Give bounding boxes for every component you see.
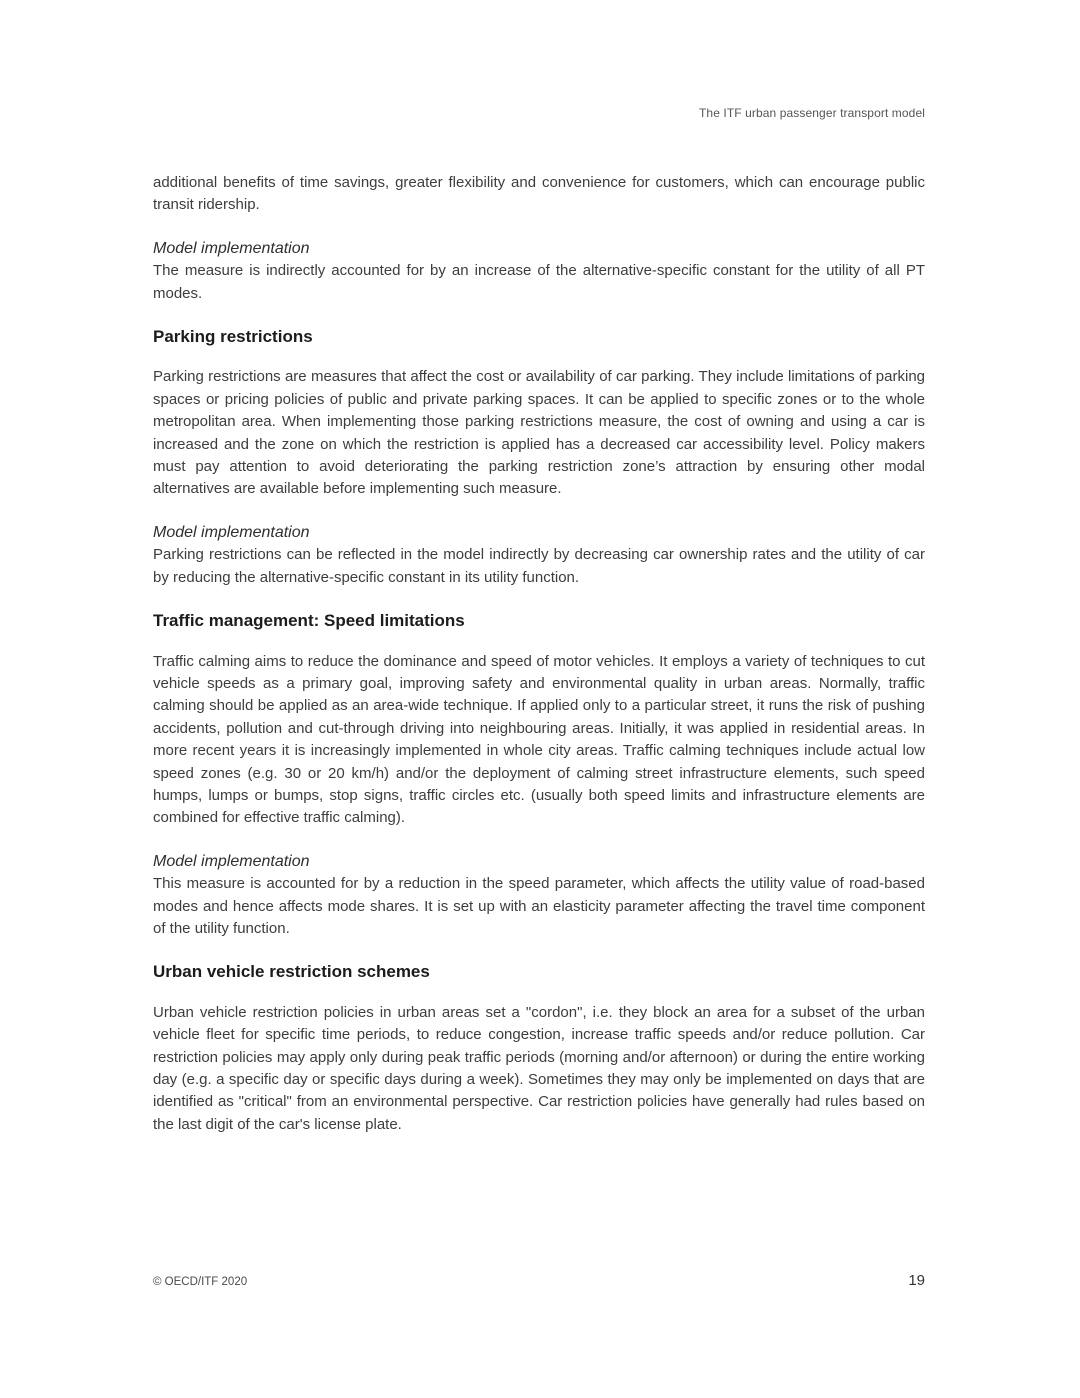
page-number: 19 (908, 1272, 925, 1289)
model-implementation-heading-3: Model implementation (153, 852, 310, 870)
section-heading-parking-restrictions: Parking restrictions (153, 327, 313, 347)
paragraph-traffic-management: Traffic calming aims to reduce the dominance and speed of motor vehicles. It employs a variety of techniques to cut vehicle speeds as a primary goal, improving safety and environmental quality in urban areas. Normally, traffic calming should be applied as an area-wide technique. If applied only to a particular street, it runs the risk of pushing accidents, pollution and cut-through driving into neighbouring areas. Initially, it was applied in residential areas. In more recent years it is increasingly implemented in whole city areas. Traffic calming techniques include actual low speed zones (e.g. 30 or 20 km/h) and/or the deployment of calming street infrastructure elements, such speed humps, lumps or bumps, stop signs, traffic circles etc. (usually both speed limits and infrastructure elements are combined for effective traffic calming). (153, 652, 925, 827)
model-implementation-heading-2: Model implementation (153, 523, 310, 541)
model-implementation-text-1: The measure is indirectly accounted for by an increase of the alternative-specific constant for the utility of all PT modes. (153, 262, 925, 302)
model-implementation-heading-1: Model implementation (153, 239, 310, 257)
model-implementation-text-3: This measure is accounted for by a reduction in the speed parameter, which affects the utility value of road-based modes and hence affects mode shares. It is set up with an elasticity parameter affecting the travel time component of the utility function. (153, 875, 925, 937)
paragraph-parking-restrictions: Parking restrictions are measures that affect the cost or availability of car parking. They include limitations of parking spaces or pricing policies of public and private parking spaces. It can be applied to specific zones or to the whole metropolitan area. When implementing those parking restrictions measure, the cost of owning and using a car is increased and the zone on which the restriction is applied has a decreased car accessibility level. Policy makers must pay attention to avoid deteriorating the parking restriction zone’s attraction by ensuring other modal alternatives are available before implementing such measure. (153, 368, 925, 498)
section-heading-traffic-management: Traffic management: Speed limitations (153, 611, 465, 631)
section-heading-urban-vehicle-restriction: Urban vehicle restriction schemes (153, 962, 430, 982)
page-content (153, 172, 925, 1157)
running-header-text: The ITF urban passenger transport model (698, 106, 925, 120)
page-footer (153, 1272, 925, 1289)
running-header (699, 106, 925, 120)
copyright-notice: © OECD/ITF 2020 (153, 1276, 248, 1288)
paragraph-intro-continuation: additional benefits of time savings, greater flexibility and convenience for customers, which can encourage public transit ridership. (153, 174, 925, 214)
model-implementation-text-2: Parking restrictions can be reflected in the model indirectly by decreasing car ownership rates and the utility of car by reducing the alternative-specific constant in its utility function. (153, 546, 925, 586)
paragraph-urban-vehicle-restriction: Urban vehicle restriction policies in urban areas set a "cordon", i.e. they block an area for a subset of the urban vehicle fleet for specific time periods, to reduce congestion, increase traffic speeds and/or reduce pollution. Car restriction policies may apply only during peak traffic periods (morning and/or afternoon) or during the entire working day (e.g. a specific day or specific days during a week). Sometimes they may only be implemented on days that are identified as "critical" from an environmental perspective. Car restriction policies have generally had rules based on the last digit of the car's license plate. (153, 1003, 925, 1133)
